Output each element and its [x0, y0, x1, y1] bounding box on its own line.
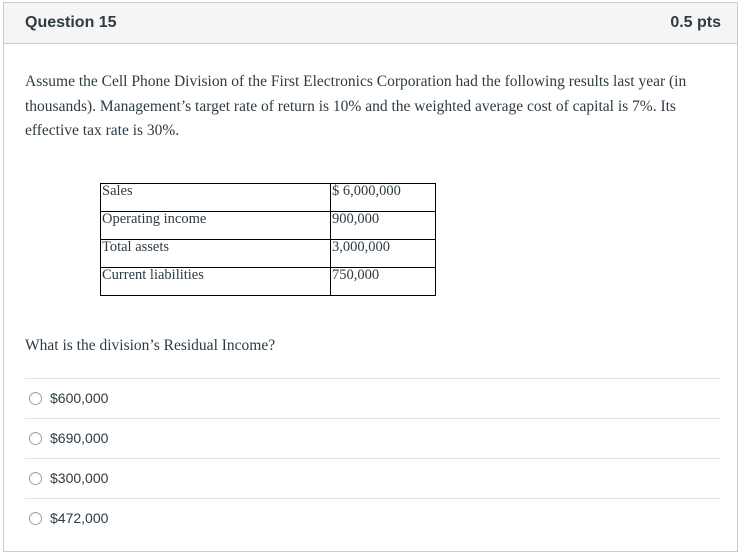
table-cell-value: 3,000,000	[331, 239, 436, 267]
radio-button[interactable]	[29, 392, 42, 405]
answer-label[interactable]: $472,000	[50, 510, 109, 526]
radio-button[interactable]	[29, 432, 42, 445]
answer-label[interactable]: $300,000	[50, 470, 109, 486]
table-row	[101, 211, 436, 239]
radio-button[interactable]	[29, 472, 42, 485]
answer-option[interactable]	[25, 498, 721, 538]
answer-option[interactable]	[25, 458, 721, 498]
question-points: 0.5 pts	[670, 14, 721, 31]
table-cell-value: $ 6,000,000	[331, 183, 436, 211]
answer-option[interactable]	[25, 378, 721, 418]
table-cell-value: 900,000	[331, 211, 436, 239]
answer-label[interactable]: $600,000	[50, 390, 109, 406]
radio-button[interactable]	[29, 512, 42, 525]
table-cell-label: Operating income	[101, 211, 331, 239]
table-row	[101, 183, 436, 211]
question-prompt: What is the division’s Residual Income?	[25, 336, 276, 354]
table-row	[101, 239, 436, 267]
financial-data-table	[100, 183, 436, 296]
table-cell-label: Total assets	[101, 239, 331, 267]
question-title: Question 15	[25, 14, 117, 31]
question-body	[4, 70, 737, 538]
table-cell-label: Sales	[101, 183, 331, 211]
table-row	[101, 267, 436, 295]
answer-list	[25, 378, 721, 538]
answer-label[interactable]: $690,000	[50, 430, 109, 446]
question-text: Assume the Cell Phone Division of the First Electronics Corporation had the following results last year (in thousands). Management’s target rate of return is 10% and the weighted average cost of capital is 7%. Its effective tax rate is 30%.	[25, 73, 687, 139]
question-card	[3, 2, 738, 552]
answer-option[interactable]	[25, 418, 721, 458]
question-header	[4, 3, 737, 44]
table-cell-value: 750,000	[331, 267, 436, 295]
table-cell-label: Current liabilities	[101, 267, 331, 295]
